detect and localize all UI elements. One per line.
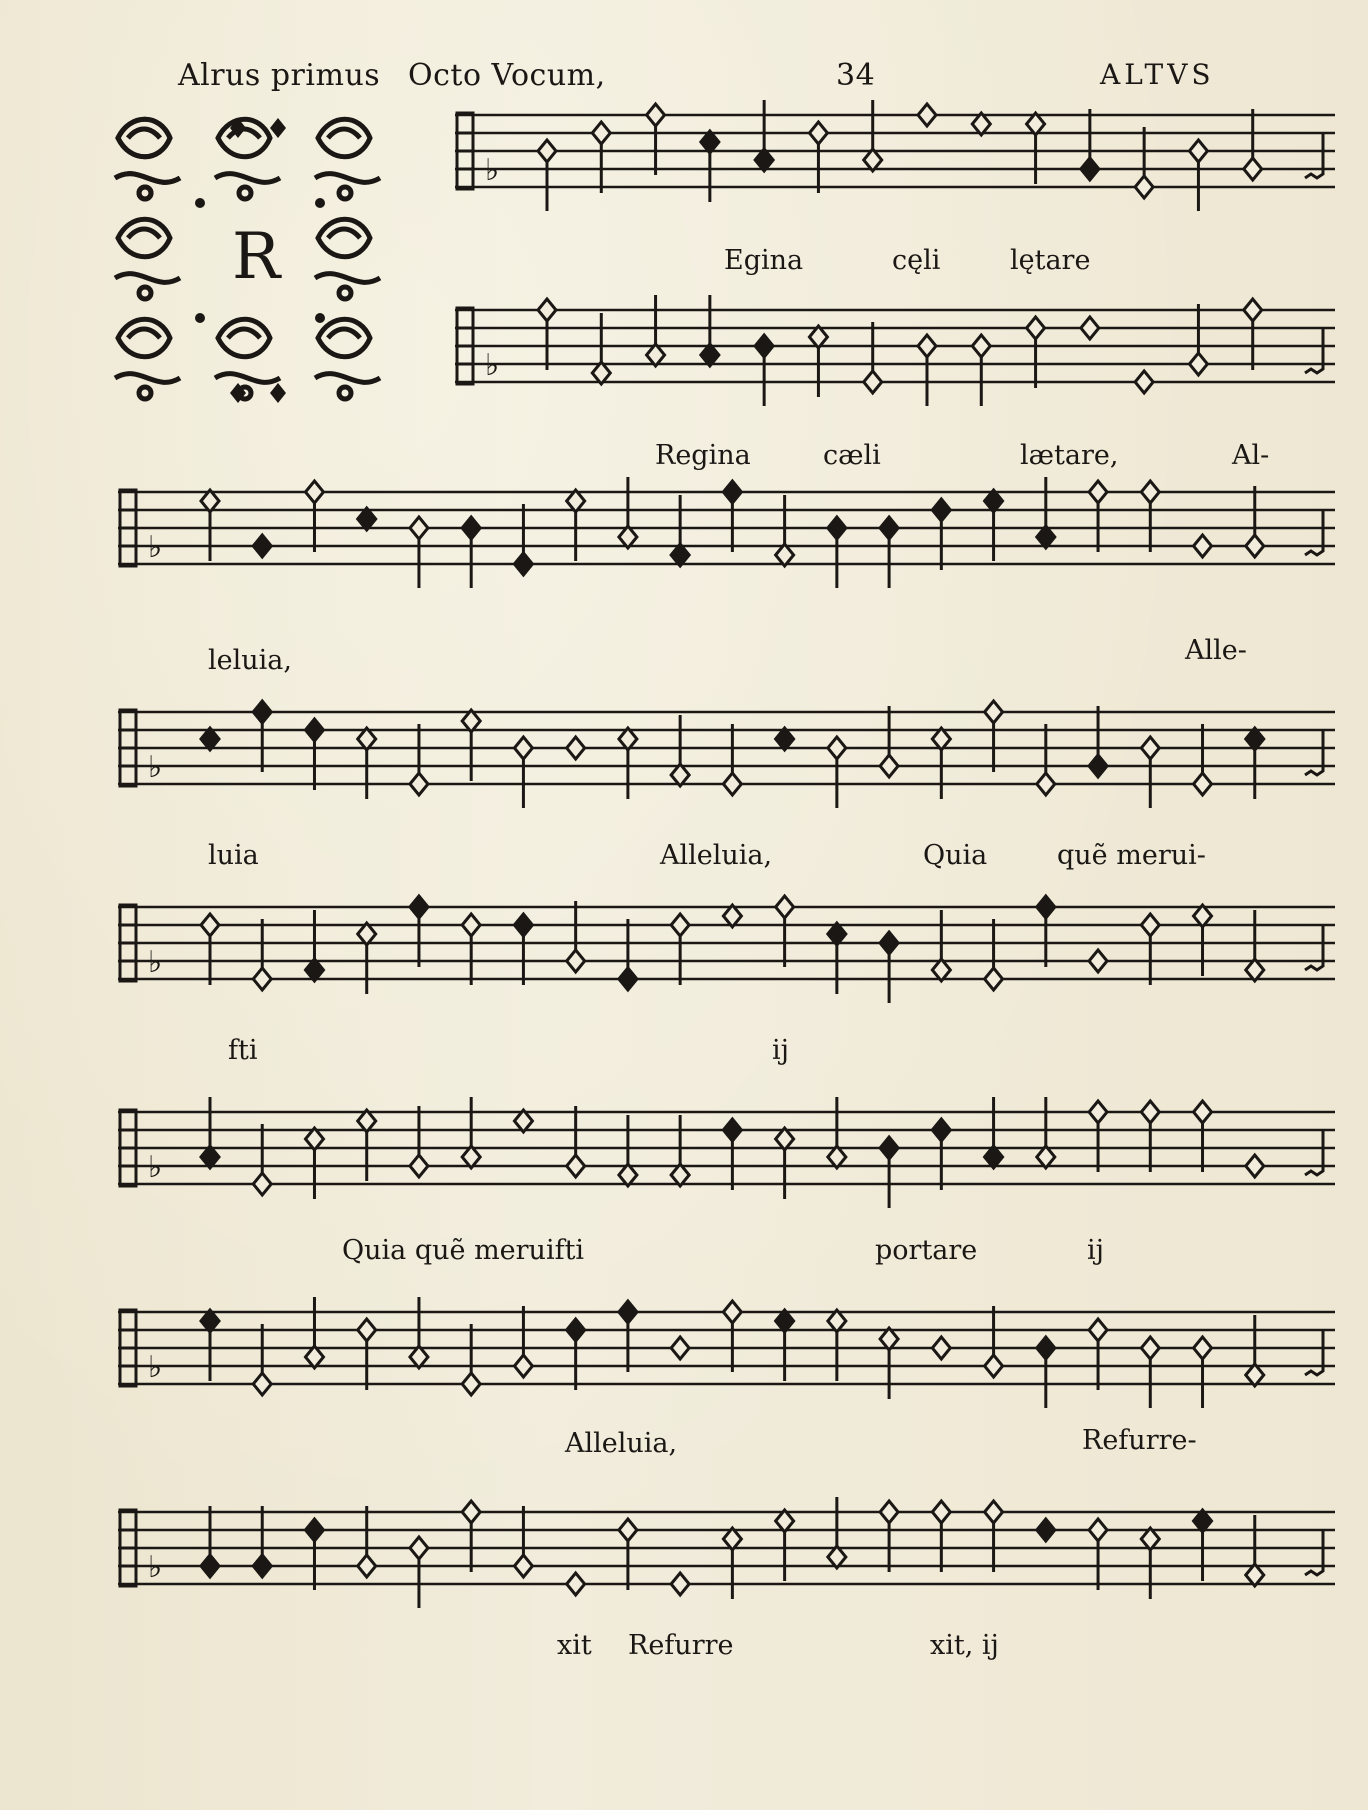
note-head-icon bbox=[671, 1573, 689, 1595]
note-head-icon bbox=[410, 1537, 428, 1559]
note-head-icon bbox=[776, 1510, 794, 1532]
custos-icon bbox=[1305, 329, 1323, 373]
note-head-icon bbox=[305, 1128, 323, 1150]
note-head-icon bbox=[305, 719, 323, 741]
lyric: portare bbox=[875, 1235, 978, 1266]
flat-sign-icon: ♭ bbox=[148, 749, 163, 785]
lyric: cæli bbox=[823, 440, 881, 471]
note-head-icon bbox=[1135, 371, 1153, 393]
note-head-icon bbox=[1194, 1510, 1212, 1532]
note-head-icon bbox=[1037, 1337, 1055, 1359]
staff-6 bbox=[118, 1090, 1335, 1230]
note-head-icon bbox=[828, 737, 846, 759]
note-head-icon bbox=[1246, 1155, 1264, 1177]
note-head-icon bbox=[567, 1319, 585, 1341]
note-head-icon bbox=[462, 1373, 480, 1395]
lyric: ij bbox=[1087, 1235, 1105, 1266]
lyric: Quia bbox=[923, 840, 988, 871]
lyric: Alleluia, bbox=[660, 840, 773, 871]
note-head-icon bbox=[1089, 1101, 1107, 1123]
note-head-icon bbox=[253, 1555, 271, 1577]
note-head-icon bbox=[972, 113, 990, 135]
staff-1 bbox=[455, 100, 1335, 220]
note-head-icon bbox=[1141, 914, 1159, 936]
lyric: Al- bbox=[1232, 440, 1270, 471]
note-head-icon bbox=[932, 499, 950, 521]
note-head-icon bbox=[776, 896, 794, 918]
note-head-icon bbox=[985, 1501, 1003, 1523]
page-number: 34 bbox=[836, 58, 876, 93]
note-head-icon bbox=[462, 517, 480, 539]
custos-icon bbox=[1305, 1331, 1323, 1375]
note-head-icon bbox=[776, 1128, 794, 1150]
decorated-initial bbox=[110, 108, 415, 413]
note-head-icon bbox=[972, 335, 990, 357]
note-head-icon bbox=[514, 1355, 532, 1377]
note-head-icon bbox=[410, 1346, 428, 1368]
note-head-icon bbox=[462, 1146, 480, 1168]
note-head-icon bbox=[592, 122, 610, 144]
lyric: fti bbox=[228, 1035, 258, 1066]
note-head-icon bbox=[410, 896, 428, 918]
note-head-icon bbox=[305, 1346, 323, 1368]
note-head-icon bbox=[1246, 1564, 1264, 1586]
note-head-icon bbox=[1189, 140, 1207, 162]
note-head-icon bbox=[253, 1373, 271, 1395]
staff-8 bbox=[118, 1490, 1335, 1630]
note-head-icon bbox=[932, 1119, 950, 1141]
note-head-icon bbox=[1141, 1101, 1159, 1123]
flat-sign-icon: ♭ bbox=[148, 529, 163, 565]
note-head-icon bbox=[671, 914, 689, 936]
lyric: Alle- bbox=[1185, 635, 1247, 666]
note-head-icon bbox=[514, 1555, 532, 1577]
custos-icon bbox=[1305, 1531, 1323, 1575]
note-head-icon bbox=[201, 1555, 219, 1577]
note-head-icon bbox=[1081, 158, 1099, 180]
lyric: Regina bbox=[655, 440, 751, 471]
note-head-icon bbox=[567, 950, 585, 972]
lyric: ij bbox=[772, 1035, 790, 1066]
note-head-icon bbox=[619, 1164, 637, 1186]
note-head-icon bbox=[1089, 1519, 1107, 1541]
lyric: leluia, bbox=[208, 645, 292, 676]
flat-sign-icon: ♭ bbox=[485, 152, 500, 188]
note-head-icon bbox=[1194, 535, 1212, 557]
note-head-icon bbox=[828, 517, 846, 539]
note-head-icon bbox=[462, 914, 480, 936]
flat-sign-icon: ♭ bbox=[148, 1149, 163, 1185]
note-head-icon bbox=[880, 1501, 898, 1523]
note-head-icon bbox=[671, 1164, 689, 1186]
lyric: lætare, bbox=[1020, 440, 1119, 471]
note-head-icon bbox=[253, 535, 271, 557]
note-head-icon bbox=[1141, 737, 1159, 759]
note-head-icon bbox=[410, 1155, 428, 1177]
note-head-icon bbox=[932, 1337, 950, 1359]
note-head-icon bbox=[201, 1310, 219, 1332]
custos-icon bbox=[1305, 1131, 1323, 1175]
note-head-icon bbox=[201, 1146, 219, 1168]
note-head-icon bbox=[647, 104, 665, 126]
lyric: Refurre bbox=[628, 1630, 734, 1661]
note-head-icon bbox=[1244, 299, 1262, 321]
note-head-icon bbox=[358, 1319, 376, 1341]
note-head-icon bbox=[776, 1310, 794, 1332]
note-head-icon bbox=[253, 1173, 271, 1195]
note-head-icon bbox=[985, 1146, 1003, 1168]
note-head-icon bbox=[1141, 481, 1159, 503]
note-head-icon bbox=[410, 773, 428, 795]
note-head-icon bbox=[1244, 158, 1262, 180]
note-head-icon bbox=[538, 299, 556, 321]
note-head-icon bbox=[1037, 773, 1055, 795]
note-head-icon bbox=[1037, 1519, 1055, 1541]
initial-letter: R bbox=[232, 220, 281, 294]
note-head-icon bbox=[1081, 317, 1099, 339]
note-head-icon bbox=[932, 1501, 950, 1523]
lyric: xit, ij bbox=[930, 1630, 999, 1661]
note-head-icon bbox=[880, 517, 898, 539]
note-head-icon bbox=[1194, 1101, 1212, 1123]
note-head-icon bbox=[880, 755, 898, 777]
note-head-icon bbox=[619, 968, 637, 990]
note-head-icon bbox=[619, 1301, 637, 1323]
note-head-icon bbox=[358, 1555, 376, 1577]
lyric: Quia quẽ meruifti bbox=[342, 1235, 585, 1266]
note-head-icon bbox=[723, 1528, 741, 1550]
lyric: quẽ merui- bbox=[1057, 840, 1206, 871]
note-head-icon bbox=[723, 1301, 741, 1323]
note-head-icon bbox=[1037, 896, 1055, 918]
note-head-icon bbox=[864, 371, 882, 393]
lyric: Refurre- bbox=[1082, 1425, 1197, 1456]
note-head-icon bbox=[538, 140, 556, 162]
note-head-icon bbox=[1089, 950, 1107, 972]
note-head-icon bbox=[1089, 1319, 1107, 1341]
note-head-icon bbox=[514, 553, 532, 575]
note-head-icon bbox=[828, 1310, 846, 1332]
note-head-icon bbox=[1135, 176, 1153, 198]
note-head-icon bbox=[1141, 1337, 1159, 1359]
note-head-icon bbox=[305, 1519, 323, 1541]
flat-sign-icon: ♭ bbox=[148, 1549, 163, 1585]
note-head-icon bbox=[514, 737, 532, 759]
part-name-left: Alrus primus bbox=[178, 58, 381, 93]
flat-sign-icon: ♭ bbox=[148, 944, 163, 980]
note-head-icon bbox=[514, 914, 532, 936]
lyric: Egina bbox=[724, 245, 804, 276]
note-head-icon bbox=[809, 122, 827, 144]
note-head-icon bbox=[1089, 755, 1107, 777]
lyric: cęli bbox=[892, 245, 941, 276]
note-head-icon bbox=[723, 773, 741, 795]
note-head-icon bbox=[880, 1328, 898, 1350]
staff-3 bbox=[118, 470, 1335, 610]
custos-icon bbox=[1305, 731, 1323, 775]
note-head-icon bbox=[567, 737, 585, 759]
note-head-icon bbox=[1037, 1146, 1055, 1168]
lyric: lętare bbox=[1010, 245, 1091, 276]
flat-sign-icon: ♭ bbox=[148, 1349, 163, 1385]
note-head-icon bbox=[880, 1137, 898, 1159]
note-head-icon bbox=[671, 1337, 689, 1359]
note-head-icon bbox=[723, 481, 741, 503]
note-head-icon bbox=[880, 932, 898, 954]
note-head-icon bbox=[1194, 1337, 1212, 1359]
note-head-icon bbox=[567, 1155, 585, 1177]
part-name-right: ALTVS bbox=[1100, 58, 1215, 91]
note-head-icon bbox=[985, 701, 1003, 723]
custos-icon bbox=[1305, 134, 1323, 178]
lyric: Alleluia, bbox=[565, 1428, 678, 1459]
note-head-icon bbox=[201, 914, 219, 936]
note-head-icon bbox=[1189, 353, 1207, 375]
note-head-icon bbox=[253, 968, 271, 990]
note-head-icon bbox=[514, 1110, 532, 1132]
note-head-icon bbox=[701, 131, 719, 153]
note-head-icon bbox=[567, 1573, 585, 1595]
custos-icon bbox=[1305, 511, 1323, 555]
note-head-icon bbox=[1141, 1528, 1159, 1550]
note-head-icon bbox=[985, 1355, 1003, 1377]
staff-5 bbox=[118, 885, 1335, 1025]
note-head-icon bbox=[253, 701, 271, 723]
note-head-icon bbox=[828, 1546, 846, 1568]
note-head-icon bbox=[723, 1119, 741, 1141]
flat-sign-icon: ♭ bbox=[485, 347, 500, 383]
note-head-icon bbox=[828, 1146, 846, 1168]
note-head-icon bbox=[1194, 773, 1212, 795]
note-head-icon bbox=[305, 481, 323, 503]
note-head-icon bbox=[985, 968, 1003, 990]
note-head-icon bbox=[1246, 1364, 1264, 1386]
lyric: luia bbox=[208, 840, 259, 871]
note-head-icon bbox=[1027, 317, 1045, 339]
note-head-icon bbox=[619, 1519, 637, 1541]
staff-4 bbox=[118, 690, 1335, 830]
note-head-icon bbox=[918, 104, 936, 126]
note-head-icon bbox=[1089, 481, 1107, 503]
note-head-icon bbox=[462, 1501, 480, 1523]
staff-7 bbox=[118, 1290, 1335, 1430]
custos-icon bbox=[1305, 926, 1323, 970]
note-head-icon bbox=[755, 335, 773, 357]
staff-2 bbox=[455, 295, 1335, 415]
collection-title: Octo Vocum, bbox=[408, 58, 606, 93]
lyric: xit bbox=[557, 1630, 592, 1661]
note-head-icon bbox=[358, 1110, 376, 1132]
note-head-icon bbox=[918, 335, 936, 357]
note-head-icon bbox=[1246, 535, 1264, 557]
note-head-icon bbox=[1027, 113, 1045, 135]
note-head-icon bbox=[410, 517, 428, 539]
